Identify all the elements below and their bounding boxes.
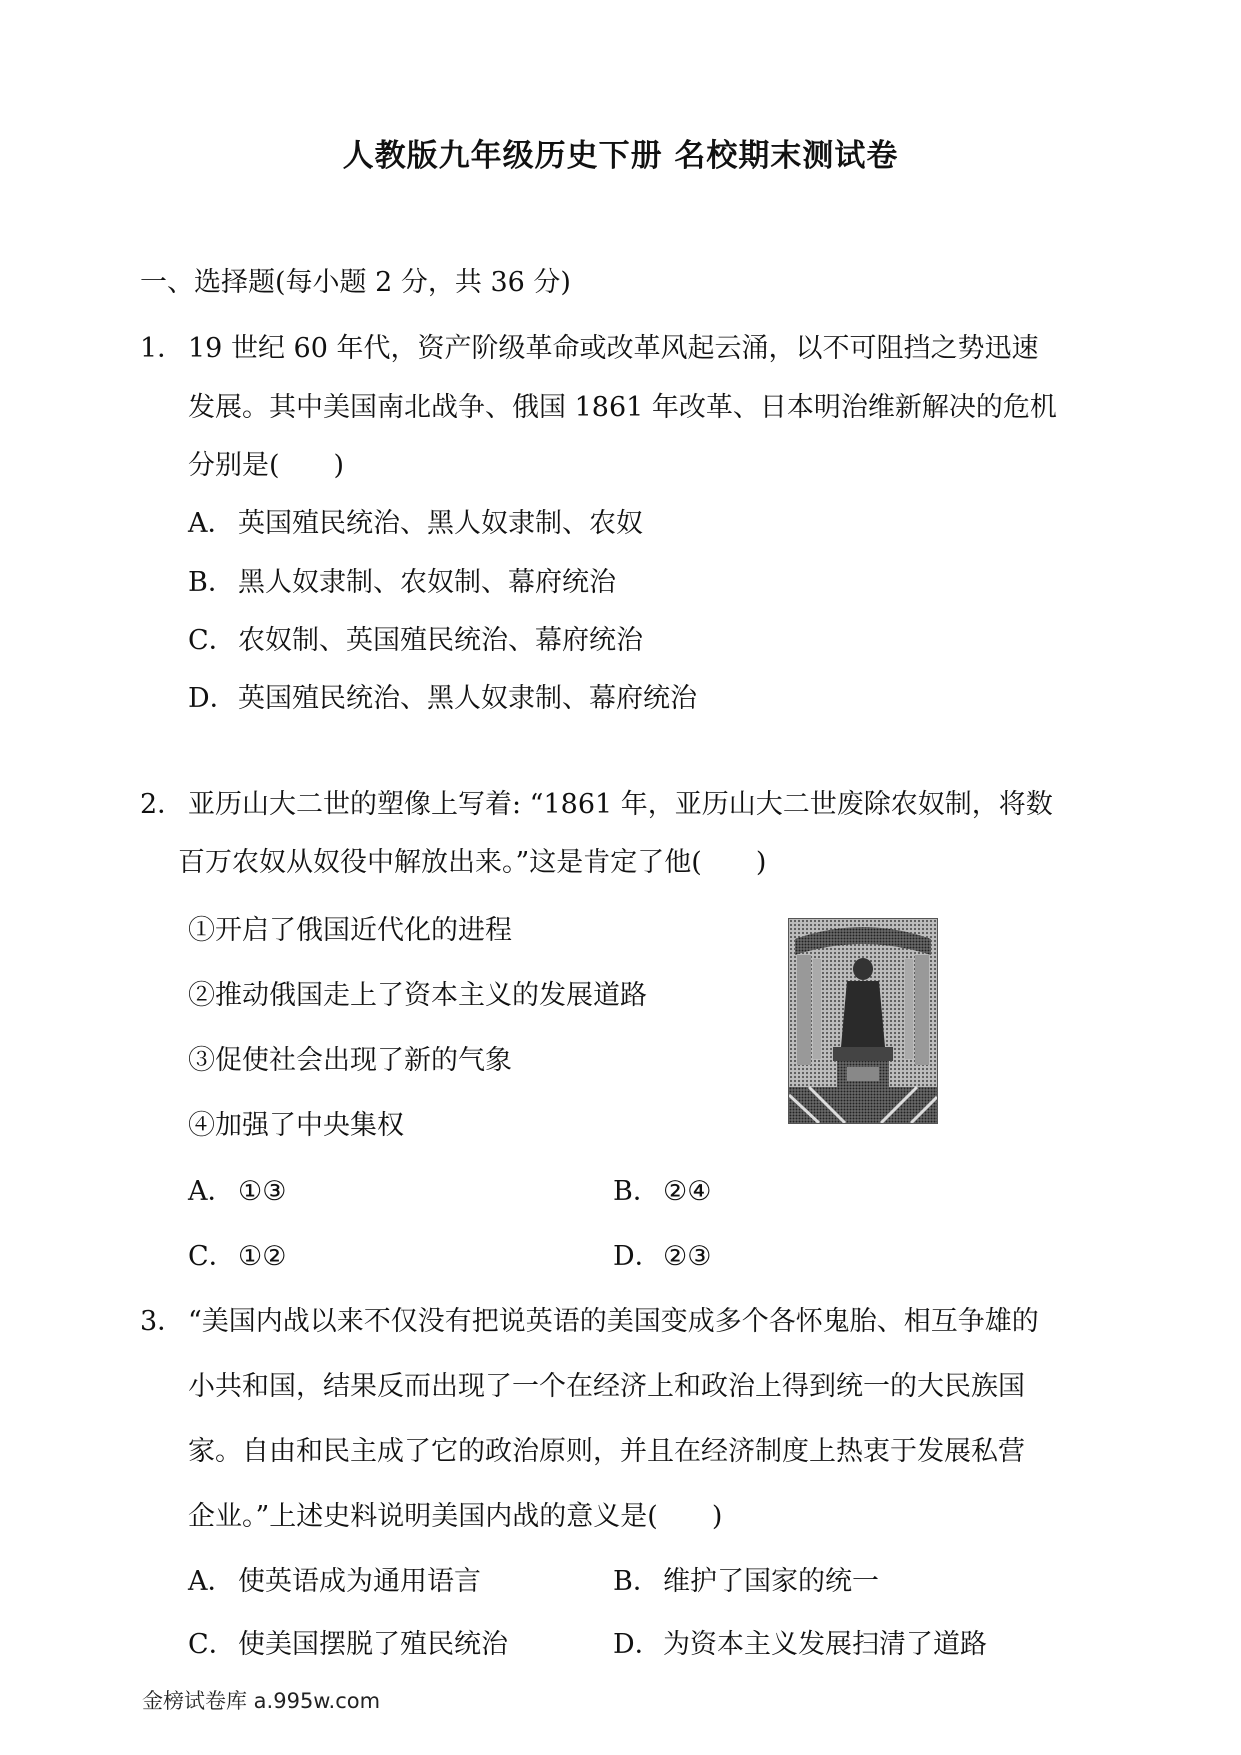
question-2-statement-3: ③促使社会出现了新的气象 (188, 1045, 512, 1076)
question-3-text-1: “美国内战以来不仅没有把说英语的美国变成多个各怀鬼胎、相互争雄的 (188, 1306, 1039, 1337)
question-2-number: 2． (140, 789, 185, 820)
option-text: ②④ (663, 1176, 712, 1207)
option-text: 英国殖民统治、黑人奴隶制、幕府统治 (238, 683, 697, 714)
question-2-option-d[interactable] (613, 1237, 711, 1277)
option-text: ①③ (238, 1176, 287, 1207)
footer-source: 金榜试卷库 a.995w.com (142, 1689, 381, 1713)
option-label: B． (613, 1566, 660, 1597)
option-text: 维护了国家的统一 (663, 1566, 879, 1597)
question-3-option-d[interactable] (613, 1625, 987, 1665)
question-1-line-1 (140, 329, 1038, 369)
question-1-option-d[interactable] (188, 679, 697, 719)
question-1-line-2: 发展。其中美国南北战争、俄国 1861 年改革、日本明治维新解决的危机 (188, 392, 1057, 423)
option-label: B． (613, 1176, 660, 1207)
option-label: D． (613, 1629, 662, 1660)
question-3-option-c[interactable] (188, 1625, 508, 1665)
question-2-line-1 (140, 785, 1053, 825)
question-1-option-a[interactable] (188, 504, 643, 544)
question-2-text-1: 亚历山大二世的塑像上写着: “1861 年，亚历山大二世废除农奴制，将数 (188, 789, 1053, 820)
option-label: C． (188, 1241, 236, 1272)
option-text: 英国殖民统治、黑人奴隶制、农奴 (238, 508, 643, 539)
question-3-line-4: 企业。”上述史料说明美国内战的意义是( ) (188, 1501, 723, 1532)
option-label: A． (188, 1566, 235, 1597)
question-3-line-2: 小共和国，结果反而出现了一个在经济上和政治上得到统一的大民族国 (188, 1371, 1025, 1402)
question-1-number: 1． (140, 333, 185, 364)
option-text: 使美国摆脱了殖民统治 (238, 1629, 508, 1660)
question-3-line-1 (140, 1302, 1039, 1342)
question-1-line-3: 分别是( ) (188, 450, 345, 481)
page-title: 人教版九年级历史下册 名校期末测试卷 (342, 138, 899, 174)
option-label: A． (188, 1176, 235, 1207)
question-3-line-3: 家。自由和民主成了它的政治原则，并且在经济制度上热衷于发展私营 (188, 1436, 1025, 1467)
option-text: ②③ (663, 1241, 712, 1272)
option-label: A． (188, 508, 235, 539)
question-2-option-c[interactable] (188, 1237, 286, 1277)
option-text: 黑人奴隶制、农奴制、幕府统治 (238, 567, 616, 598)
statue-photo (788, 918, 938, 1124)
question-3-option-a[interactable] (188, 1562, 481, 1602)
option-text: ①② (238, 1241, 287, 1272)
question-2-option-b[interactable] (613, 1172, 711, 1212)
question-2-statement-2: ②推动俄国走上了资本主义的发展道路 (188, 980, 647, 1011)
option-label: D． (188, 683, 237, 714)
question-3-number: 3． (140, 1306, 185, 1337)
option-text: 使英语成为通用语言 (238, 1566, 481, 1597)
option-text: 农奴制、英国殖民统治、幕府统治 (238, 625, 643, 656)
question-2-statement-1: ①开启了俄国近代化的进程 (188, 915, 512, 946)
option-text: 为资本主义发展扫清了道路 (663, 1629, 987, 1660)
question-2-option-a[interactable] (188, 1172, 286, 1212)
question-1-option-c[interactable] (188, 621, 643, 661)
section-heading: 一、选择题(每小题 2 分，共 36 分) (140, 267, 571, 298)
option-label: C． (188, 1629, 236, 1660)
question-2-line-2: 百万农奴从奴役中解放出来。”这是肯定了他( ) (178, 847, 767, 878)
option-label: D． (613, 1241, 662, 1272)
question-3-option-b[interactable] (613, 1562, 879, 1602)
option-label: B． (188, 567, 235, 598)
question-1-option-b[interactable] (188, 563, 616, 603)
question-2-statement-4: ④加强了中央集权 (188, 1110, 404, 1141)
question-1-text-1: 19 世纪 60 年代，资产阶级革命或改革风起云涌，以不可阻挡之势迅速 (188, 333, 1039, 364)
option-label: C． (188, 625, 236, 656)
